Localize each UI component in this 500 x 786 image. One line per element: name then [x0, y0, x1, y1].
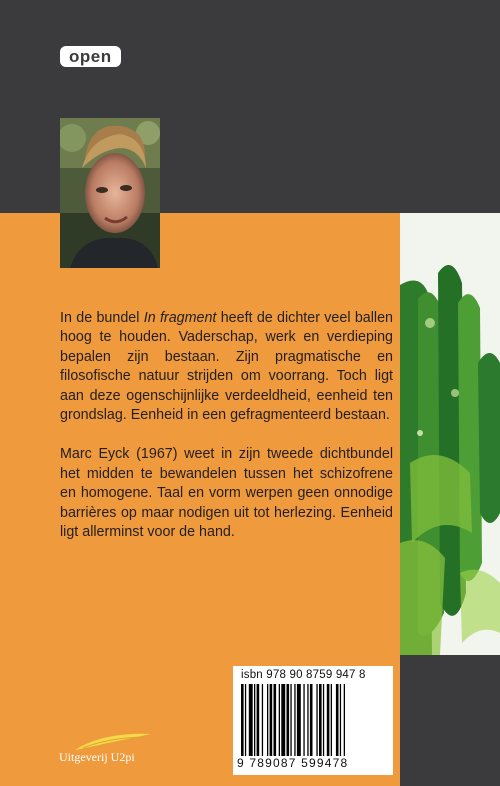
barcode-bar: [249, 684, 253, 756]
barcode-bar: [287, 684, 290, 756]
author-photo-image: [60, 118, 160, 268]
author-photo: [60, 118, 160, 268]
barcode-bar: [307, 684, 308, 756]
barcode-bar: [303, 684, 304, 756]
barcode-bar: [327, 684, 330, 756]
barcode-bar: [241, 684, 244, 756]
publisher-logo: [55, 730, 165, 770]
barcode-bar: [323, 684, 324, 756]
barcode-bar: [245, 684, 246, 756]
open-logo: open: [60, 46, 121, 67]
isbn-barcode: [233, 666, 393, 775]
barcode-bar: [270, 684, 273, 756]
barcode-bar: [267, 684, 268, 756]
barcode-bar: [344, 684, 345, 756]
publisher-name: Uitgeverij U2pi: [59, 750, 135, 764]
barcode-bar: [316, 684, 317, 756]
back-cover-text: [60, 309, 393, 562]
feather-icon: [73, 730, 153, 752]
barcode-bar: [257, 684, 260, 756]
isbn-digits: 9 789087 599478: [237, 756, 349, 770]
barcode-bar: [290, 684, 291, 756]
barcode-bar: [331, 684, 332, 756]
barcode-bar: [297, 684, 301, 756]
green-paint-artwork: [400, 213, 500, 655]
barcode-bar: [281, 684, 285, 756]
bottom-right-dark-band: [400, 655, 500, 786]
barcode-bar: [336, 684, 339, 756]
barcode-bar: [254, 684, 255, 756]
barcode-bar: [279, 684, 280, 756]
barcode-bar: [262, 684, 263, 756]
barcode-bar: [274, 684, 277, 756]
barcode-bar: [294, 684, 295, 756]
blurb-paragraph-2: Marc Eyck (1967) weet in zijn tweede dichtbundel het midden te bewandelen tussen het schizofrene en homogene. Taal en vorm werpen geen onnodige barrières op maar nodigen uit tot herlezing. Eenheid ligt allerminst voor de hand.: [60, 446, 393, 541]
isbn-label: isbn 978 90 8759 947 8: [241, 669, 366, 681]
barcode-bars: [241, 684, 387, 756]
book-title: In fragment: [143, 310, 217, 326]
blurb-paragraph-1: In de bundel In fragment heeft de dichter veel ballen hoog te houden. Vaderschap, werk en verdieping bepalen zijn bestaan. Zijn pragmatische en filosofische natuur strijden om voorrang. Toch ligt aan deze ogenschijnlijke verdeeldheid, eenheid ten grondslag. Eenheid in een gefragmenteerd bestaan.: [60, 310, 393, 424]
barcode-bar: [319, 684, 322, 756]
barcode-bar: [340, 684, 341, 756]
barcode-bar: [310, 684, 313, 756]
paint-strokes: [400, 213, 500, 655]
